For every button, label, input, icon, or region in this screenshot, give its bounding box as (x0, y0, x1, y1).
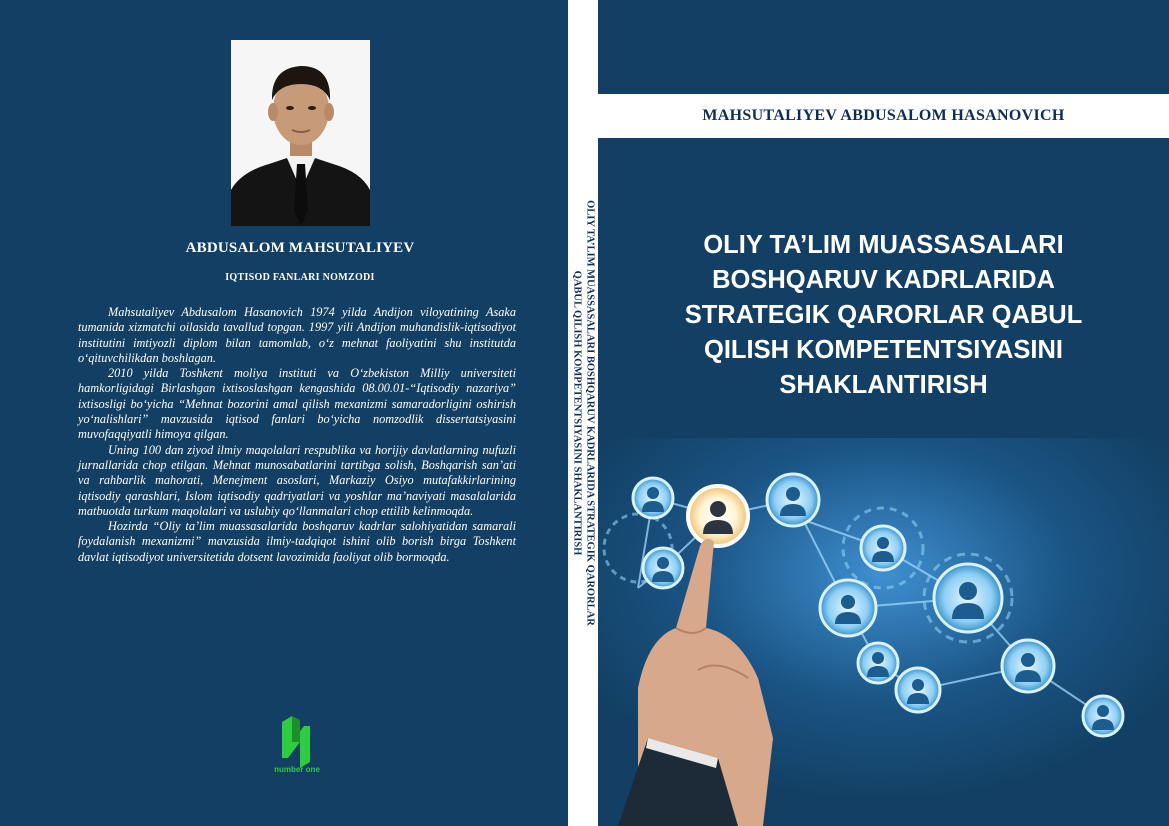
title-line: BOSHQARUV KADRLARIDA (712, 266, 1055, 294)
front-author-name: MAHSUTALIYEV ABDUSALOM HASANOVICH (702, 107, 1065, 124)
spine-title-line: QABUL QILISH KOMPETENTSIYASINI SHAKLANTIRISH (572, 270, 583, 556)
back-cover (0, 0, 568, 826)
title-line: OLIY TA’LIM MUASSASALARI (703, 231, 1064, 259)
spine-title-line: OLIY TA’LIM MUASSASALARI BOSHQARUV KADRLARIDA STRATEGIK QARORLAR (584, 200, 596, 626)
spine-title (571, 13, 596, 813)
book-title (618, 228, 1149, 403)
author-photo (231, 40, 370, 226)
author-band (598, 94, 1169, 138)
spine (568, 0, 598, 826)
author-name: ABDUSALOM MAHSUTALIYEV (185, 240, 415, 256)
publisher-logo (252, 712, 342, 774)
title-line: STRATEGIK QARORLAR QABUL (684, 301, 1083, 329)
author-degree: IQTISOD FANLARI NOMZODI (225, 272, 375, 283)
bio-paragraph: 2010 yilda Toshkent moliya instituti va O‘zbekiston Milliy universiteti hamkorligidagi Birlashgan ixtisoslashgan kengashida 08.00.01-“Iqtisodiy nazariya” ixtisosligi bo‘yicha “Mehnat bozorini amal qilish mexanizmi samaradorligini oshirish yo‘nalishlari” mavzusida iqtisod fanlari bo‘yicha nomzodlik dissertatsiyasini muvofaqqiyatli himoya qilgan. (78, 366, 516, 442)
title-line: SHAKLANTIRISH (779, 371, 988, 399)
author-biography (78, 305, 516, 565)
title-line: QILISH KOMPETENTSIYASINI (704, 336, 1063, 364)
front-cover (598, 0, 1169, 826)
bio-paragraph: Hozirda “Oliy ta’lim muassasalarida boshqaruv kadrlar salohiyatidan samarali foydalanish mexanizmi” mavzusida ilmiy-tadqiqot ishini olib borish birga Toshkent davlat iqtisodiyot universitetida dotsent lavozimida faoliyat olib bormoqda. (78, 519, 516, 564)
publisher-logo-text: number one (274, 765, 320, 774)
bio-paragraph: Mahsutaliyev Abdusalom Hasanovich 1974 yilda Andijon viloyatining Asaka tumanida xizmatchi oilasida tavallud topgan. 1997 yili Andijon muhandislik-iqtisodiyot institutini imtiyozli diplom bilan tamomlab, o‘z mehnat faoliyatini shu institutda o‘qituvchilikdan boshlagan. (78, 305, 516, 365)
bio-paragraph: Uning 100 dan ziyod ilmiy maqolalari respublika va horijiy davlatlarning nufuzli jurnallarida chop etilgan. Mehnat munosabatlarini tartibga solish, Boshqarish san’ati va rahbarlik mahorati, Menejment asoslari, Markaziy Osiyo mutafakkirlarining iqtisodiy qarashlari, Islom iqtisodiy qadriyatlari va yoshlar ma’naviyati masalalarida matbuotda turkum maqolalari va uslubiy qo‘llanmalari chop ettilib kelinmoqda. (78, 442, 516, 518)
cover-illustration (598, 438, 1169, 826)
